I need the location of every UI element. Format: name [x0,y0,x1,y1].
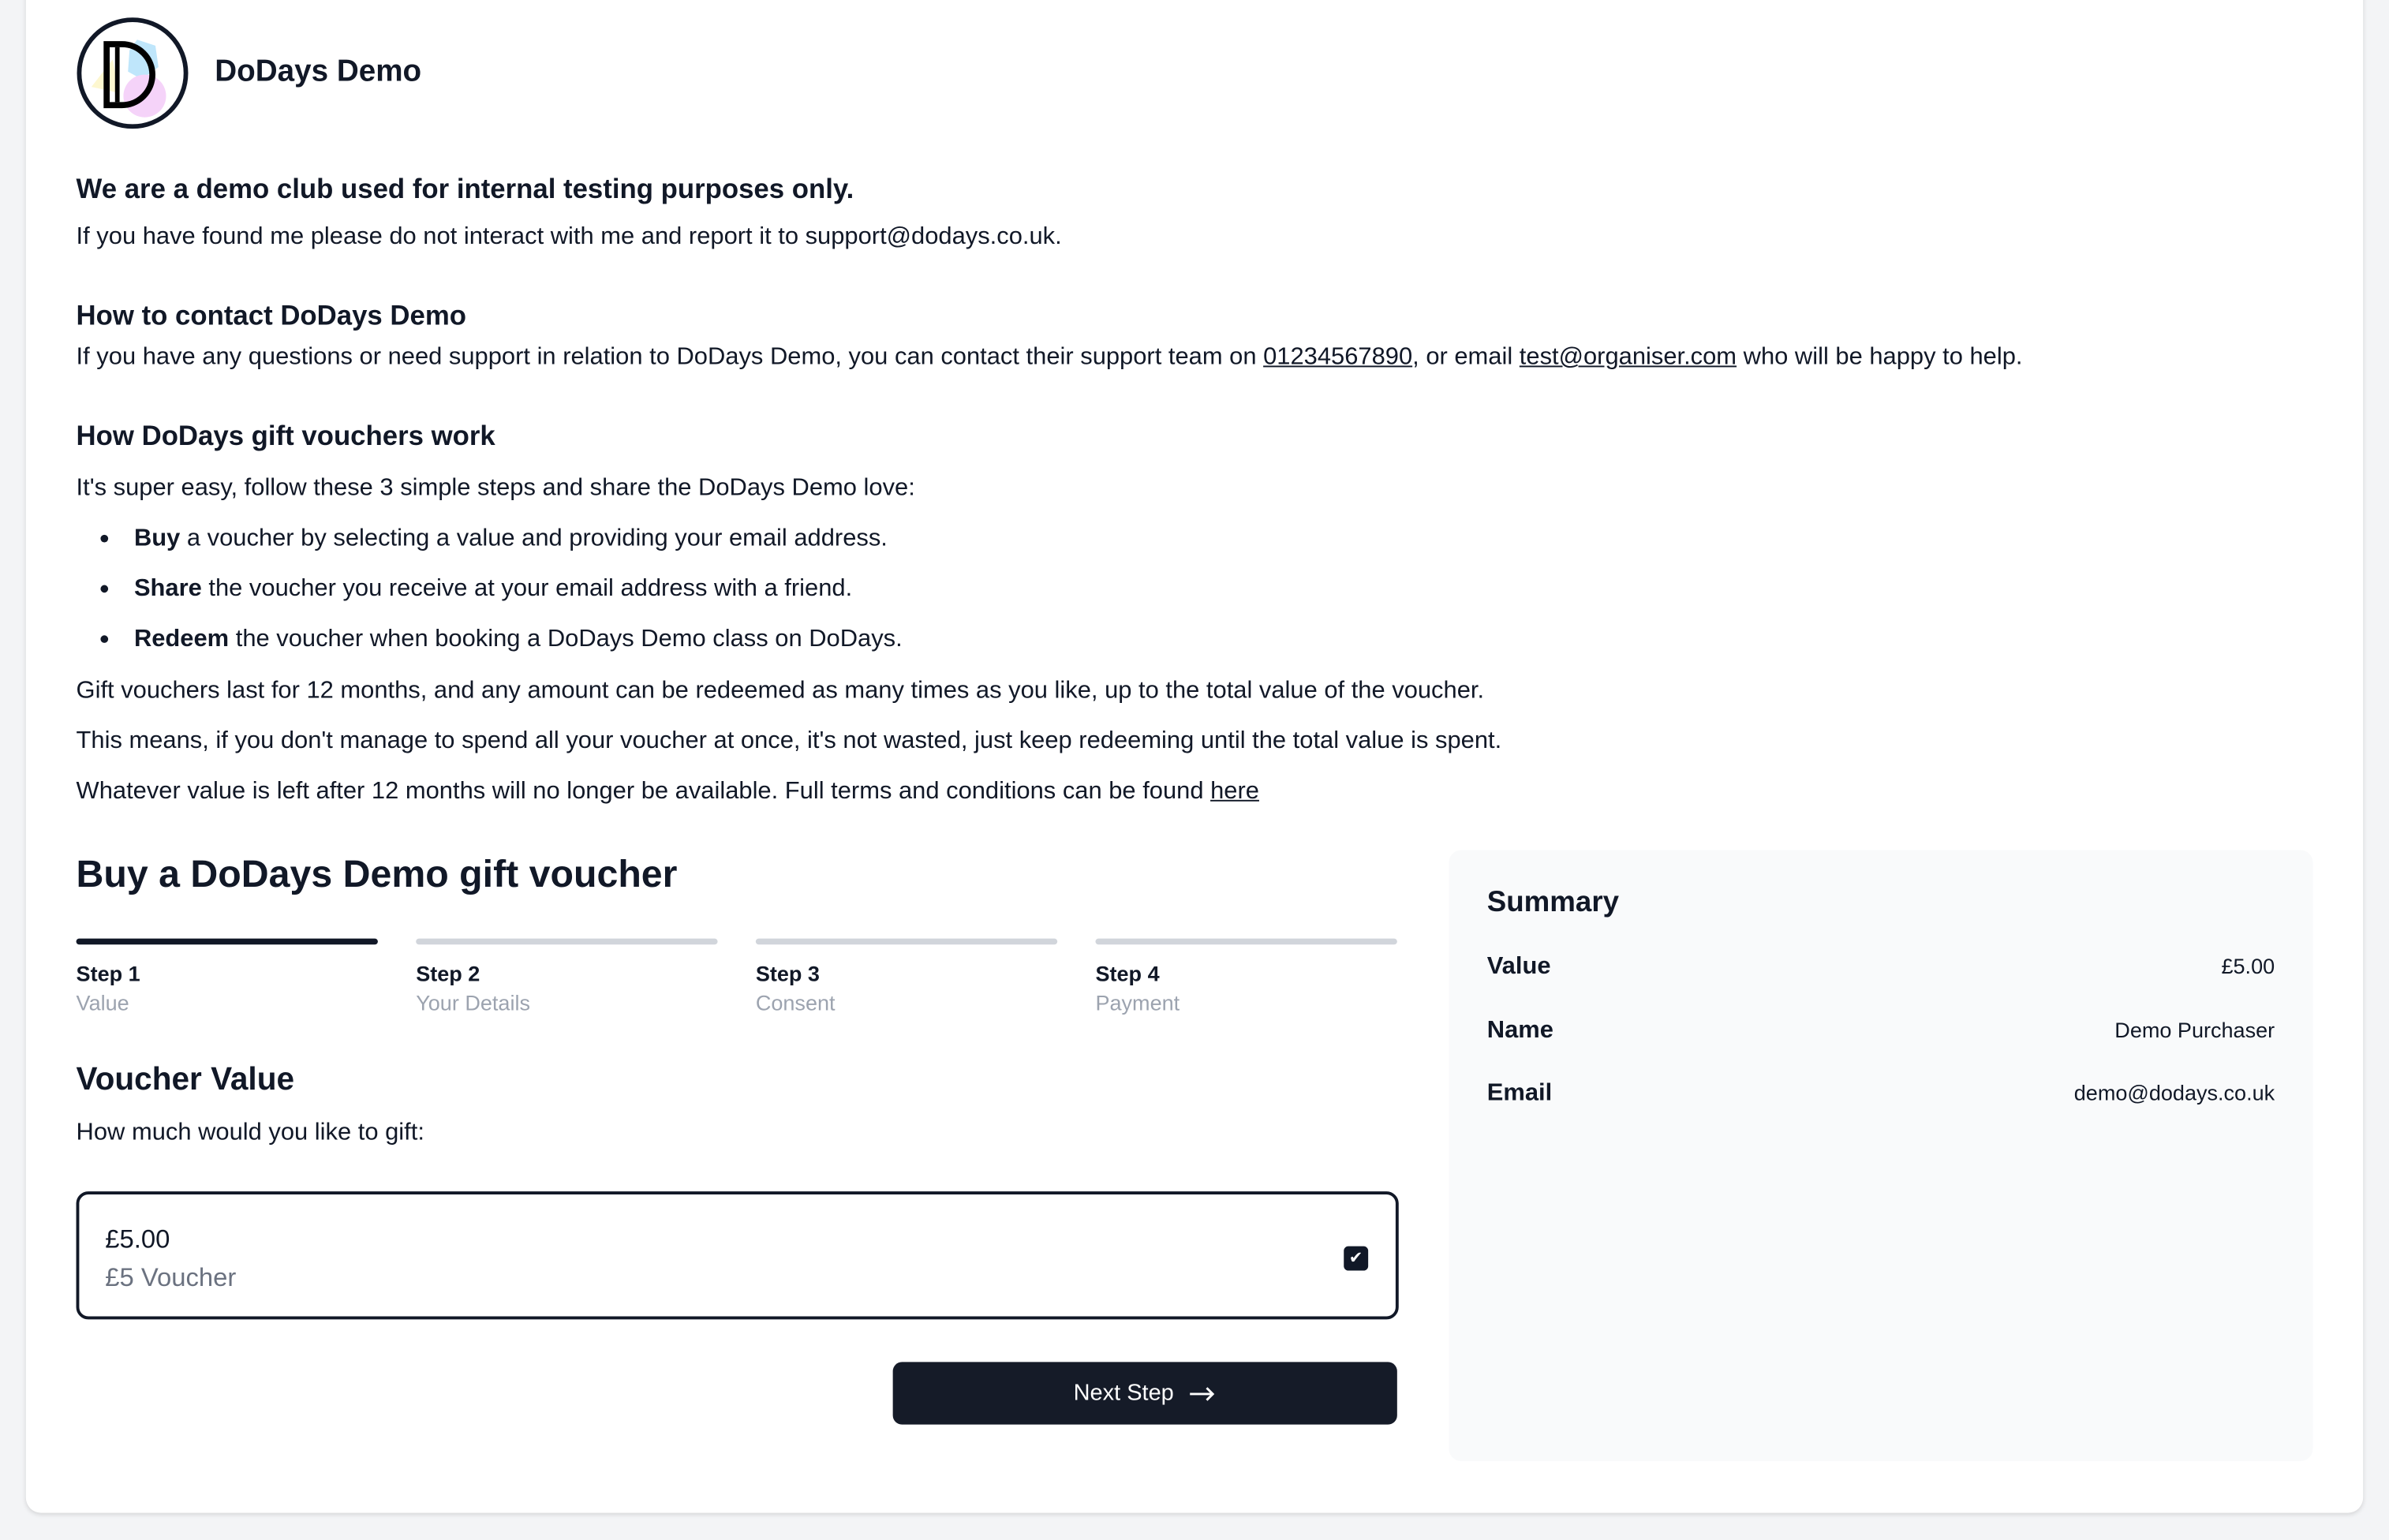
bullet-bold: Redeem [133,626,230,652]
bullet-item [100,626,902,654]
email-link[interactable]: test@organiser.com [1519,344,1737,371]
summary-key: Value [1486,953,1551,980]
club-name: DoDays Demo [215,54,422,89]
intro-text: If you have found me please do not interact with me and report it to support@dodays.co.uk. [76,223,1062,250]
summary-key: Name [1486,1017,1553,1044]
how-p3 [77,777,1259,808]
voucher-value-heading: Voucher Value [76,1061,295,1097]
contact-text-middle: , or email [1412,344,1520,371]
terms-link[interactable]: here [1210,778,1259,805]
step-4 [1095,939,1396,1015]
bullet-bold: Buy [133,525,181,552]
step-label: Your Details [416,990,530,1015]
intro-heading: We are a demo club used for internal testing purposes only. [76,174,854,204]
how-lead: It's super easy, follow these 3 simple steps and share the DoDays Demo love: [76,475,915,502]
next-step-button[interactable] [893,1362,1397,1424]
next-step-label: Next Step [1073,1380,1174,1407]
contact-text-after: who will be happy to help. [1737,344,2023,371]
summary-row-value [1487,954,2275,981]
summary-key: Email [1486,1080,1553,1106]
step-2 [416,939,717,1015]
step-3 [756,939,1057,1015]
contact-heading: How to contact DoDays Demo [76,300,467,331]
how-p3-text: Whatever value is left after 12 months will no longer be available. Full terms and conditions can be found [76,778,1211,805]
contact-text [77,343,2023,374]
step-label: Payment [1095,990,1180,1015]
step-number: Step 4 [1095,961,1160,986]
voucher-description: £5 Voucher [105,1262,237,1292]
summary-row-email [1487,1080,2275,1108]
how-heading: How DoDays gift vouchers work [76,420,495,451]
summary-row-name [1487,1018,2275,1045]
step-label: Value [76,990,129,1015]
summary-value: demo@dodays.co.uk [2073,1080,2275,1105]
how-p2: This means, if you don't manage to spend all your voucher at once, it's not wasted, just keep redeeming until the total value is spent. [76,728,1502,754]
summary-title: Summary [1486,886,1620,919]
bullet-item [100,525,887,553]
purchase-title: Buy a DoDays Demo gift voucher [76,853,678,896]
club-logo [77,17,189,129]
step-number: Step 3 [755,961,820,986]
arrow-right-icon [1189,1385,1217,1400]
summary-value: £5.00 [2221,953,2275,978]
how-p1: Gift vouchers last for 12 months, and any amount can be redeemed as many times as you like, up to the total value of the voucher. [76,678,1485,705]
contact-text-before: If you have any questions or need support in relation to DoDays Demo, you can contact their support team on [76,344,1264,371]
step-label: Consent [755,990,836,1015]
check-icon[interactable]: ✔ [1344,1247,1368,1271]
bullet-text: the voucher you receive at your email address with a friend. [201,575,853,602]
bullet-text: a voucher by selecting a value and providing your email address. [180,525,888,552]
bullet-bold: Share [133,575,202,602]
bullet-item [100,576,852,604]
phone-link[interactable]: 01234567890 [1263,344,1413,371]
step-number: Step 1 [76,961,140,986]
step-1 [77,939,378,1015]
step-number: Step 2 [416,961,480,986]
summary-panel [1449,850,2312,1461]
voucher-question: How much would you like to gift: [76,1119,424,1146]
voucher-amount: £5.00 [105,1224,170,1254]
bullet-text: the voucher when booking a DoDays Demo class on DoDays. [229,626,903,652]
voucher-option[interactable] [77,1191,1399,1319]
summary-value: Demo Purchaser [2114,1017,2275,1042]
